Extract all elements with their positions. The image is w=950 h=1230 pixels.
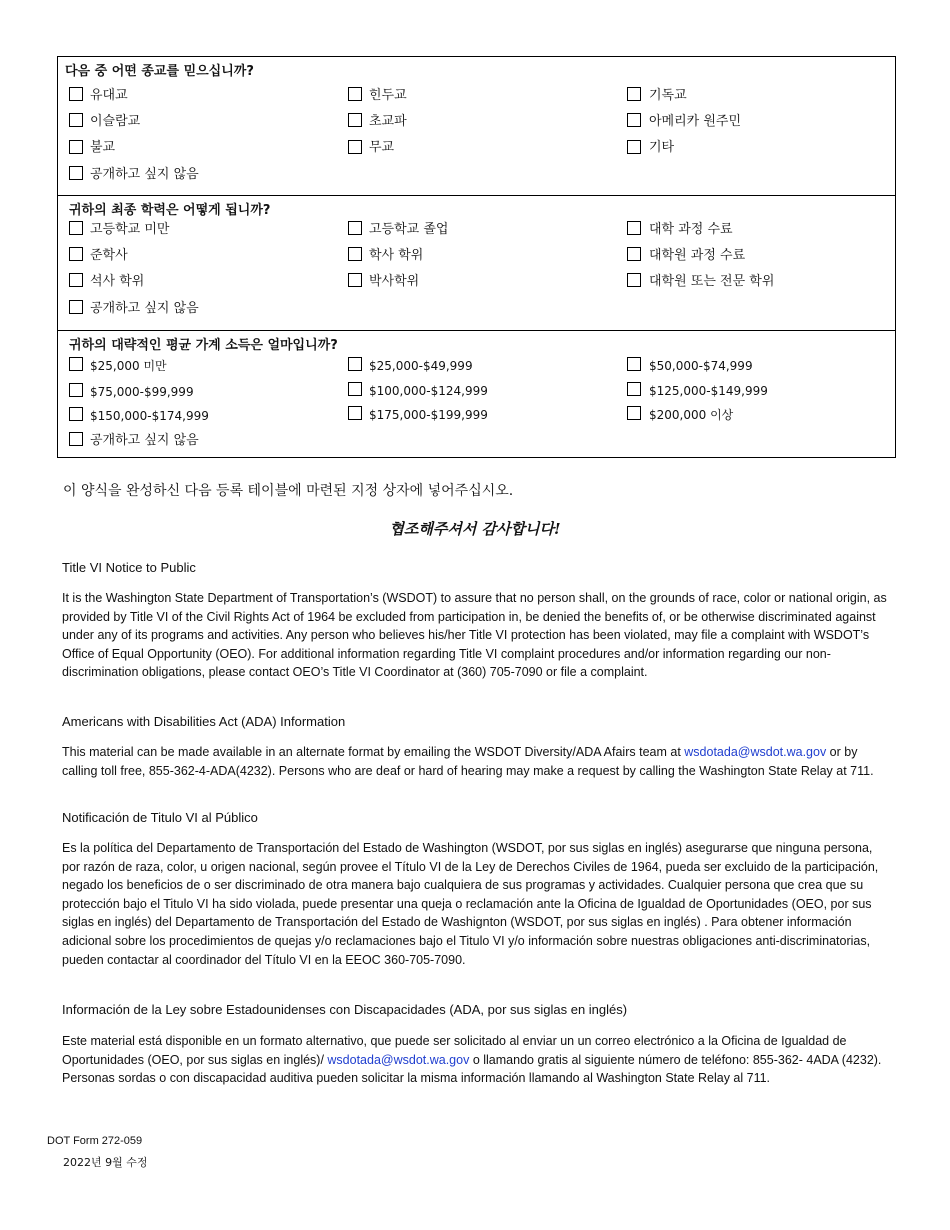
option-label: 고등학교 미만 (90, 222, 170, 237)
checkbox[interactable] (69, 113, 83, 127)
option-label: 석사 학위 (90, 274, 145, 289)
checkbox[interactable] (348, 406, 362, 420)
checkbox[interactable] (69, 383, 83, 397)
checkbox[interactable] (348, 221, 362, 235)
option-label: 준학사 (90, 248, 128, 263)
checkbox[interactable] (348, 382, 362, 396)
form-number: DOT Form 272-059 (47, 1135, 143, 1147)
option-label: 기타 (649, 140, 675, 155)
checkbox[interactable] (69, 247, 83, 261)
ada-email-link[interactable]: wsdotada@wsdot.wa.gov (684, 745, 827, 759)
revision-date: 2022년 9월 수정 (63, 1156, 148, 1169)
option-label: 불교 (90, 140, 116, 155)
ada-text-2: or by calling toll free, 855-362-4-ADA(4232). Persons who are deaf or hard of hearing may make a request by calling the Washington State Relay at 711. (62, 745, 874, 778)
checkbox[interactable] (69, 407, 83, 421)
ada-body (62, 743, 892, 780)
es-title6-body: Es la política del Departamento de Transportación del Estado de Washington (WSDOT, por sus siglas en inglés) asegurarse que ninguna persona, por razón de raza, color, u origen nacional, según provee el Título VI de la Ley de Derechos Civiles de 1964, pueda ser excluido de la participación, negado los beneficios de o ser discriminado de otra manera bajo cualquiera de sus programas y actividades. Cualquier persona que crea que su protección bajo el Titulo VI ha sido violada, puede presentar una queja o reclamación ante la Oficina de Igualdad de Oportunidades (OEO, por sus siglas en inglés) del Departamento de Transportación del Estado de Washignton (WSDOT, por sus siglas en inglés) . Para obtener información adicional sobre los procedimientos de quejas y/o reclamaciones bajo el Titulo VI y/o información sobre nuestras obligaciones anti-discriminatorias, pueden contactar al coordinador del Título VI en la EEOC 360-705-7090. (62, 841, 879, 967)
checkbox[interactable] (69, 300, 83, 314)
option-label: $100,000-$124,999 (369, 384, 488, 398)
option-label: $175,000-$199,999 (369, 408, 488, 422)
checkbox[interactable] (348, 140, 362, 154)
checkbox[interactable] (627, 357, 641, 371)
es-ada-email-link[interactable]: wsdotada@wsdot.wa.gov (327, 1052, 470, 1067)
checkbox[interactable] (348, 87, 362, 101)
title6-body: It is the Washington State Department of Transportation’s (WSDOT) to assure that no person shall, on the grounds of race, color or national origin, as provided by Title VI of the Civil Rights Act of 1964 be excluded from participation in, be denied the benefits of, or be otherwise discriminated against under any of its programs and activities. Any person who believes his/her Title VI protection has been violated, may file a complaint with WSDOT’s Office of Equal Opportunity (OEO). For additional information regarding Title VI complaint procedures and/or information regarding our non-discrimination obligations, please contact OEO’s Title VI Coordinator at (360) 705-7090 or file a complaint. (62, 591, 887, 680)
option-label: $125,000-$149,999 (649, 384, 768, 398)
religion-section (58, 57, 895, 195)
es-ada-heading: Información de la Ley sobre Estadounidenses con Discapacidades (ADA, por sus siglas en inglés) (62, 1002, 628, 1017)
checkbox[interactable] (627, 140, 641, 154)
checkbox[interactable] (69, 357, 83, 371)
es-ada-text-1: Este material está disponible en un formato alternativo, que puede ser solicitado al enviar un un correo electrónico a la Oficina de Igualdad de Oportunidades (OEO, por sus siglas en inglés)/ (62, 1034, 847, 1067)
ada-text-1: This material can be made available in an alternate format by emailing the WSDOT Diversity/ADA Afairs team at (62, 745, 685, 759)
education-question: 귀하의 최종 학력은 어떻게 됩니까? (69, 203, 271, 218)
income-section (58, 330, 895, 457)
checkbox[interactable] (348, 273, 362, 287)
checkbox[interactable] (627, 406, 641, 420)
es-ada-body (62, 1032, 892, 1088)
checkbox[interactable] (627, 221, 641, 235)
survey-table (57, 56, 896, 458)
option-label: 초교파 (369, 114, 407, 129)
education-section (58, 195, 895, 330)
option-label: $50,000-$74,999 (649, 359, 753, 373)
checkbox[interactable] (69, 273, 83, 287)
option-label: 무교 (369, 140, 395, 155)
title6-heading: Title VI Notice to Public (62, 560, 196, 575)
option-label: 공개하고 싶지 않음 (90, 301, 199, 316)
option-label: 박사학위 (369, 274, 420, 289)
option-label: $25,000-$49,999 (369, 359, 473, 373)
es-ada-text-2: o llamando gratis al siguiente número de teléfono: 855-362- 4ADA (4232). Personas sordas o con discapacidad auditiva pueden solicitar la misma información llamando al Washington State Relay al 711. (62, 1052, 882, 1086)
option-label: 대학원 또는 전문 학위 (649, 274, 775, 289)
income-question: 귀하의 대략적인 평균 가계 소득은 얼마입니까? (69, 338, 338, 353)
checkbox[interactable] (348, 247, 362, 261)
option-label: 고등학교 졸업 (369, 222, 449, 237)
checkbox[interactable] (69, 140, 83, 154)
checkbox[interactable] (627, 247, 641, 261)
checkbox[interactable] (69, 166, 83, 180)
option-label: $150,000-$174,999 (90, 409, 209, 423)
option-label: $200,000 이상 (649, 408, 734, 422)
checkbox[interactable] (69, 432, 83, 446)
option-label: $25,000 미만 (90, 359, 167, 373)
option-label: 유대교 (90, 88, 128, 103)
option-label: 힌두교 (369, 88, 407, 103)
thank-you-heading: 협조해주셔서 감사합니다! (389, 520, 561, 538)
option-label: 대학 과정 수료 (649, 222, 733, 237)
checkbox[interactable] (627, 273, 641, 287)
submission-instruction: 이 양식을 완성하신 다음 등록 테이블에 마련된 지정 상자에 넣어주십시오. (63, 483, 514, 499)
checkbox[interactable] (348, 357, 362, 371)
option-label: 기독교 (649, 88, 687, 103)
option-label: 학사 학위 (369, 248, 424, 263)
es-title6-heading: Notificación de Titulo VI al Público (62, 810, 258, 825)
checkbox[interactable] (627, 87, 641, 101)
option-label: 공개하고 싶지 않음 (90, 167, 199, 182)
checkbox[interactable] (69, 87, 83, 101)
checkbox[interactable] (627, 113, 641, 127)
ada-heading: Americans with Disabilities Act (ADA) Information (62, 714, 346, 729)
checkbox[interactable] (627, 382, 641, 396)
option-label: 공개하고 싶지 않음 (90, 433, 199, 448)
religion-question: 다음 중 어떤 종교를 믿으십니까? (65, 64, 254, 79)
checkbox[interactable] (348, 113, 362, 127)
option-label: 대학원 과정 수료 (649, 248, 746, 263)
option-label: 이슬람교 (90, 114, 141, 129)
option-label: 아메리카 원주민 (649, 114, 742, 129)
checkbox[interactable] (69, 221, 83, 235)
option-label: $75,000-$99,999 (90, 385, 194, 399)
